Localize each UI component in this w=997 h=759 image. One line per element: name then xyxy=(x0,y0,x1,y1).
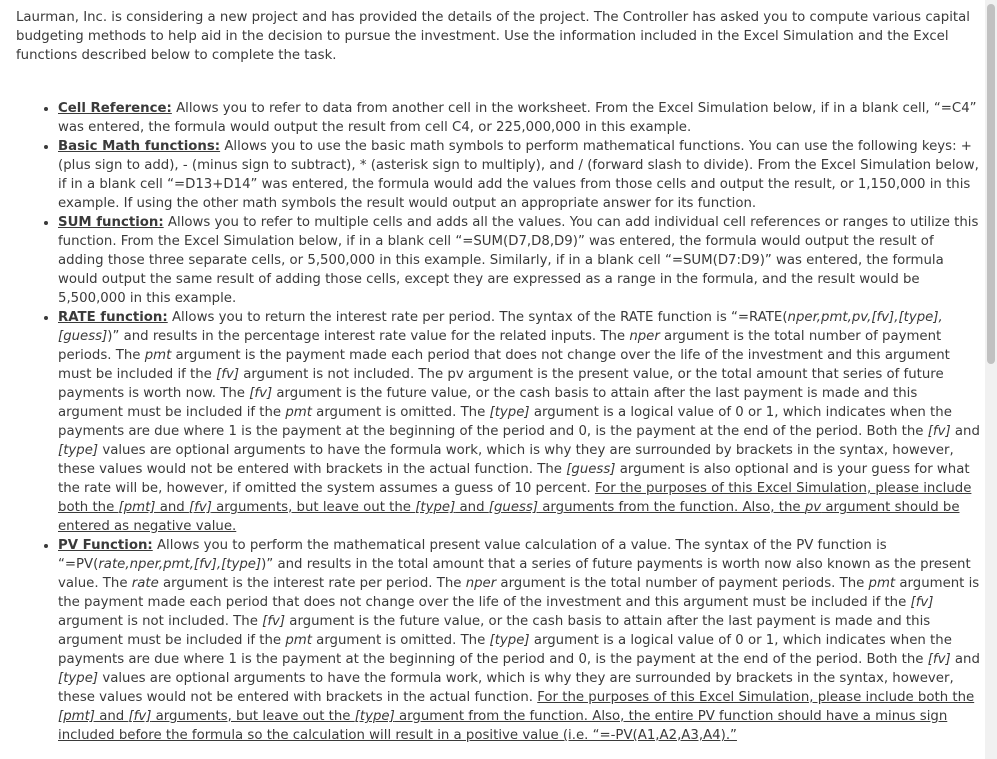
description-text: and xyxy=(950,652,980,667)
description-text: argument is the future value, or the cash basis to attain after the last payment is made and this argument must be included if the xyxy=(58,614,931,648)
description-text: [pmt] xyxy=(118,500,156,515)
description-text: argument is the total number of payment periods. The xyxy=(58,329,942,363)
description-text: Allows you to use the basic math symbols to perform mathematical functions. You can use the following keys: + (plus sign to add), - (minus sign to subtract), * (asterisk sign to multiply), and / (forward slash to divide). From the Excel Simulation below, if in a blank cell “=D13+D14” was entered, the formula would add the values from those cells and output the result, or 1,150,000 in this example. If using the other math symbols the result would output an appropriate answer for its function. xyxy=(58,139,979,211)
description-text: pmt xyxy=(285,405,312,420)
description-text: argument is not included. The pv argument is the present value, or the total amount that series of future payments is worth now. The xyxy=(58,367,944,401)
description-text: pmt xyxy=(285,633,312,648)
description-text: argument is also optional and is your guess for what the rate will be, however, if omitted the system assumes a guess of 10 percent. xyxy=(58,462,970,496)
description-text: [fv] xyxy=(910,595,934,610)
description-text: Allows you to return the interest rate per period. The syntax of the RATE function is “=RATE( xyxy=(167,310,788,325)
description-text: [type] xyxy=(354,709,395,724)
description-text: [guess] xyxy=(488,500,539,515)
description-text: arguments, but leave out the xyxy=(151,709,355,724)
function-term: Cell Reference: xyxy=(58,101,172,116)
instructions-document xyxy=(16,8,982,745)
description-text: [type] xyxy=(58,443,99,458)
description-text: argument is the payment made each period that does not change over the life of the investment and this argument must be included if the xyxy=(58,576,980,610)
description-text: values are optional arguments to have the formula work, which is why they are surrounded by brackets in the syntax, however, these values would not be entered with brackets in the actual function. The xyxy=(58,443,954,477)
description-text: [pmt] xyxy=(58,709,95,724)
description-text: values are optional arguments to have the formula work, which is why they are surrounded by brackets in the syntax, however, these values would not be entered with brackets in the actual function. xyxy=(58,671,954,705)
description-text: [fv] xyxy=(249,386,273,401)
intro-paragraph: Laurman, Inc. is considering a new project and has provided the details of the project. The Controller has asked you to compute various capital budgeting methods to help aid in the decision to pursue the investment. Use the information included in the Excel Simulation and the Excel functions described below to complete the task. xyxy=(16,10,970,63)
description-text: argument is omitted. The xyxy=(311,405,490,420)
description-text: )” and results in the percentage interest rate value for the related inputs. The xyxy=(107,329,630,344)
description-text: and xyxy=(155,500,189,515)
vertical-scrollbar[interactable] xyxy=(985,0,997,759)
function-term: SUM function: xyxy=(58,215,164,230)
description-text: arguments from the function. Also, the xyxy=(538,500,805,515)
description-text: [fv] xyxy=(188,500,212,515)
function-term: RATE function: xyxy=(58,310,168,325)
list-item xyxy=(58,99,982,137)
description-text: [type] xyxy=(58,671,99,686)
function-term: PV Function: xyxy=(58,538,153,553)
description-text: and xyxy=(455,500,489,515)
description-text: argument is a logical value of 0 or 1, which indicates when the payments are due where 1 is the payment at the beginning of the period and 0, is the payment at the end of the period. Both the xyxy=(58,405,952,439)
scrollbar-thumb[interactable] xyxy=(987,4,995,364)
description-text: argument is a logical value of 0 or 1, which indicates when the payments are due where 1 is the payment at the beginning of the period and 0, is the payment at the end of the period. Both the xyxy=(58,633,952,667)
description-text: [fv] xyxy=(262,614,286,629)
description-text: For the purposes of this Excel Simulation, please include both the xyxy=(537,690,975,705)
function-term: Basic Math functions: xyxy=(58,139,221,154)
description-text: Allows you to perform the mathematical present value calculation of a value. The syntax of the PV function is “=PV( xyxy=(58,538,887,572)
description-text: Allows you to refer to data from another cell in the worksheet. From the Excel Simulation below, if in a blank cell, “=C4” was entered, the formula would output the result from cell C4, or 225,000,000 in this example. xyxy=(58,101,977,135)
description-text: For the purposes of this Excel Simulation, please include both the xyxy=(58,481,972,515)
description-text: rate xyxy=(131,576,159,591)
description-text: argument is the future value, or the cash basis to attain after the last payment is made and this argument must be included if the xyxy=(58,386,918,420)
list-item xyxy=(58,213,982,308)
function-list xyxy=(16,99,982,745)
description-text: nper xyxy=(465,576,497,591)
list-item xyxy=(58,536,982,745)
description-text: [type] xyxy=(415,500,456,515)
description-text: rate,nper,pmt,[fv],[type] xyxy=(98,557,262,572)
description-text: arguments, but leave out the xyxy=(211,500,416,515)
description-text: pmt xyxy=(144,348,172,363)
description-text: pmt xyxy=(868,576,896,591)
description-text: [fv] xyxy=(927,652,951,667)
description-text: argument is not included. The xyxy=(58,614,263,629)
description-text: argument is the payment made each period that does not change over the life of the investment and this argument must be included if the xyxy=(58,348,950,382)
description-text: [fv] xyxy=(128,709,152,724)
description-text: [fv] xyxy=(927,424,951,439)
list-item xyxy=(58,137,982,213)
description-text: [fv] xyxy=(216,367,240,382)
description-text: nper,pmt,pv,[fv],[type],[guess] xyxy=(58,310,943,344)
description-text: [type] xyxy=(489,405,530,420)
description-text: [guess] xyxy=(566,462,616,477)
description-text: pv xyxy=(804,500,822,515)
description-text: and xyxy=(94,709,129,724)
description-text: Allows you to refer to multiple cells and adds all the values. You can add individual cell references or ranges to utilize this function. From the Excel Simulation below, if in a blank cell “=SUM(D7,D8,D9)” was entered, the formula would output the result of adding those three separate cells, or 5,500,000 in this example. Similarly, if in a blank cell “=SUM(D7:D9)” was entered, the formula would output the same result of adding those cells, except they are expressed as a range in the formula, and the result would be 5,500,000 in this example. xyxy=(58,215,979,306)
description-text: argument should be entered as negative value. xyxy=(58,500,960,534)
description-text: )” and results in the total amount that a series of future payments is worth now also known as the present value. The xyxy=(58,557,971,591)
description-text: and xyxy=(950,424,980,439)
description-text: argument is the total number of payment periods. The xyxy=(496,576,869,591)
description-text: argument is omitted. The xyxy=(311,633,490,648)
description-text: nper xyxy=(629,329,660,344)
description-text: [type] xyxy=(489,633,530,648)
list-item xyxy=(58,308,982,536)
description-text: argument from the function. Also, the entire PV function should have a minus sign included before the formula so the calculation will result in a positive value (i.e. “=-PV(A1,A2,A3,A4).” xyxy=(58,709,948,743)
description-text: argument is the interest rate per period. The xyxy=(158,576,466,591)
